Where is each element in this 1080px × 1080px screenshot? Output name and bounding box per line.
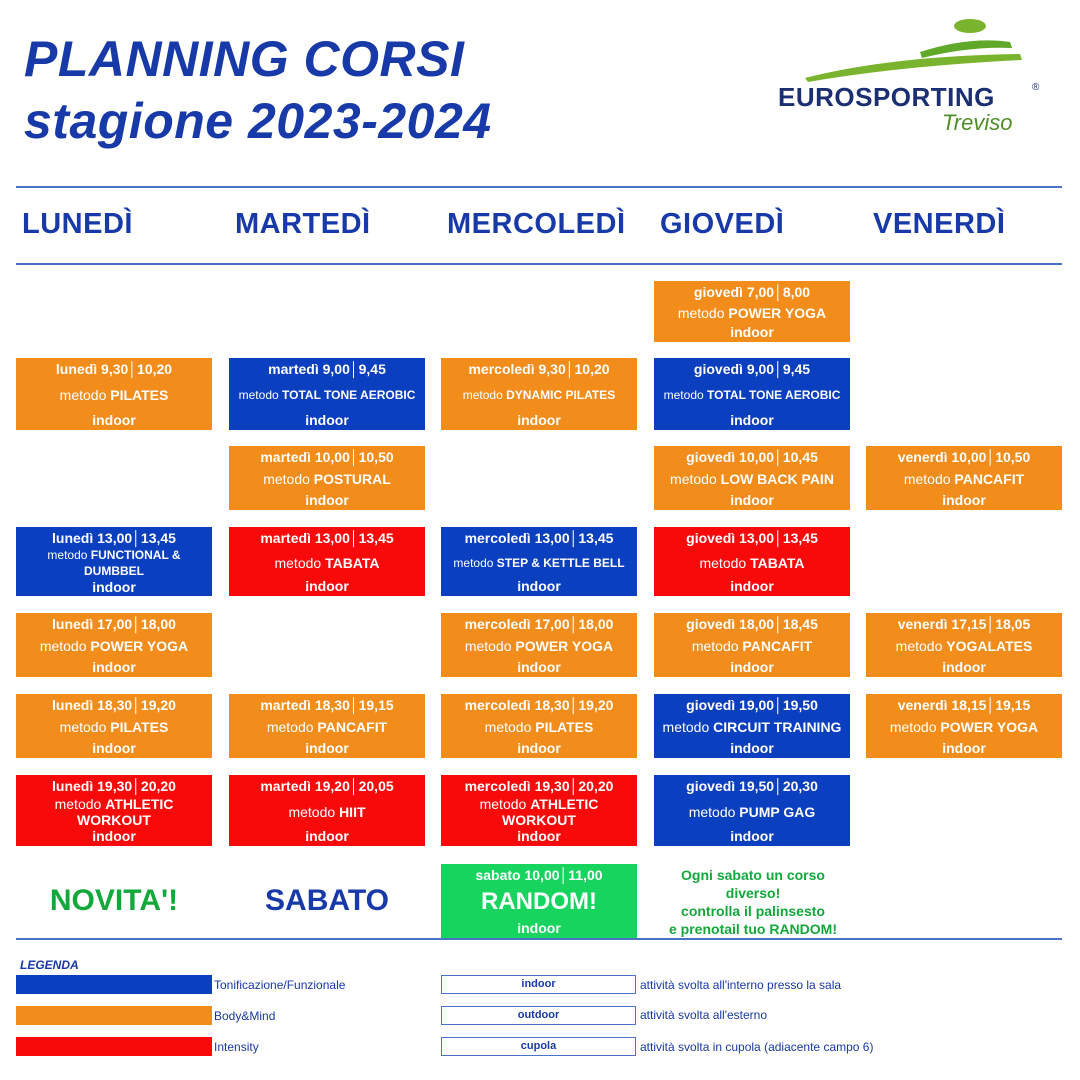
legend-category-label: Intensity [214, 1040, 259, 1054]
legend-title: LEGENDA [20, 958, 79, 972]
class-card[interactable] [441, 775, 637, 846]
class-method: metodo LOW BACK PAIN [670, 471, 834, 487]
class-card[interactable] [16, 527, 212, 596]
legend-place-desc: attività svolta in cupola (adiacente campo 6) [640, 1040, 874, 1054]
class-method: metodo TOTAL TONE AEROBIC [663, 388, 841, 402]
class-method: metodo PANCAFIT [266, 719, 388, 735]
legend-category-label: Body&Mind [214, 1009, 276, 1023]
class-time: mercoledì 17,00│18,00 [464, 616, 614, 632]
class-location: indoor [517, 578, 561, 594]
legend-swatch-red [16, 1037, 212, 1056]
class-location: indoor [730, 740, 774, 756]
class-card[interactable] [16, 694, 212, 758]
class-time: martedì 10,00│10,50 [260, 449, 394, 465]
class-method: metodo TOTAL TONE AEROBIC [238, 388, 416, 402]
class-card-random[interactable] [441, 864, 637, 938]
class-card[interactable] [866, 694, 1062, 758]
class-location: indoor [92, 579, 136, 595]
class-time: lunedì 19,30│20,20 [52, 778, 176, 794]
legend-place-box: outdoor [441, 1006, 636, 1025]
class-card[interactable] [441, 613, 637, 677]
class-time: giovedì 19,50│20,30 [686, 778, 818, 794]
class-method: metodo POWER YOGA [677, 304, 827, 321]
class-card[interactable] [866, 613, 1062, 677]
class-card[interactable] [866, 446, 1062, 510]
class-method: metodo DYNAMIC PILATES [462, 388, 616, 402]
class-card[interactable] [654, 358, 850, 430]
class-method: metodo PANCAFIT [691, 638, 813, 654]
logo-text: EUROSPORTING [778, 82, 995, 112]
class-location: indoor [942, 740, 986, 756]
class-card[interactable] [654, 446, 850, 510]
class-time: giovedì 9,00│9,45 [693, 361, 811, 377]
class-time: martedì 19,20│20,05 [260, 778, 394, 794]
class-time: sabato 10,00│11,00 [475, 867, 603, 883]
class-method: metodo TABATA [699, 554, 805, 571]
class-time: venerdì 17,15│18,05 [897, 616, 1031, 632]
class-time: lunedì 13,00│13,45 [52, 530, 176, 546]
class-time: mercoledì 19,30│20,20 [464, 778, 614, 794]
class-location: indoor [517, 920, 561, 936]
class-location: indoor [517, 828, 561, 844]
class-card[interactable] [229, 446, 425, 510]
class-time: venerdì 10,00│10,50 [897, 449, 1031, 465]
class-card[interactable] [654, 527, 850, 596]
day-header-wednesday: MERCOLEDÌ [447, 208, 626, 240]
class-time: martedì 9,00│9,45 [268, 361, 386, 377]
class-method: metodo PILATES [59, 719, 169, 735]
class-method: metodo YOGALATES [895, 638, 1033, 654]
class-method: metodo PANCAFIT [903, 471, 1025, 487]
class-method: metodo HIIT [288, 803, 366, 820]
class-time: lunedì 9,30│10,20 [55, 361, 173, 377]
legend-place-desc: attività svolta all'interno presso la sala [640, 978, 842, 992]
class-time: venerdì 18,15│19,15 [897, 697, 1031, 713]
class-method: metodo PUMP GAG [688, 803, 816, 820]
day-header-monday: LUNEDÌ [22, 208, 133, 240]
class-card[interactable] [16, 775, 212, 846]
novita-label: NOVITA'! [49, 884, 179, 917]
class-method: metodo PILATES [484, 719, 594, 735]
class-time: lunedì 18,30│19,20 [52, 697, 176, 713]
class-time: giovedì 19,00│19,50 [686, 697, 818, 713]
legend-place-box: cupola [441, 1037, 636, 1056]
class-location: indoor [305, 578, 349, 594]
class-method: metodo ATHLETIC WORKOUT [479, 795, 599, 828]
class-location: indoor [942, 492, 986, 508]
runner-logo-icon [800, 16, 1030, 86]
class-card[interactable] [441, 694, 637, 758]
class-method: metodo POSTURAL [263, 471, 391, 487]
class-name-random: RANDOM! [481, 888, 597, 915]
class-location: indoor [305, 740, 349, 756]
logo-subtitle: Treviso [942, 110, 1013, 135]
class-card[interactable] [16, 358, 212, 430]
page-title: PLANNING CORSI [24, 31, 465, 87]
class-method: metodo STEP & KETTLE BELL [453, 555, 625, 570]
class-time: giovedì 10,00│10,45 [686, 449, 818, 465]
class-card[interactable] [654, 281, 850, 342]
class-location: indoor [730, 492, 774, 508]
day-header-friday: VENERDÌ [873, 208, 1006, 240]
class-method: metodo POWER YOGA [464, 638, 614, 654]
class-card[interactable] [441, 527, 637, 596]
class-card[interactable] [654, 694, 850, 758]
class-time: mercoledì 18,30│19,20 [464, 697, 614, 713]
class-location: indoor [730, 578, 774, 594]
class-location: indoor [517, 412, 561, 428]
class-method: metodo POWER YOGA [889, 719, 1039, 735]
class-card[interactable] [229, 358, 425, 430]
class-card[interactable] [654, 613, 850, 677]
class-location: indoor [942, 659, 986, 675]
class-time: martedì 13,00│13,45 [260, 530, 394, 546]
eurosporting-logo [770, 16, 1060, 136]
class-time: giovedì 18,00│18,45 [686, 616, 818, 632]
class-card[interactable] [229, 527, 425, 596]
class-location: indoor [730, 828, 774, 844]
class-location: indoor [305, 828, 349, 844]
class-method: metodo FUNCTIONAL & DUMBBEL [47, 548, 181, 578]
class-location: indoor [517, 659, 561, 675]
sabato-label: SABATO [265, 884, 389, 917]
class-card[interactable] [441, 358, 637, 430]
class-time: mercoledì 13,00│13,45 [464, 530, 614, 546]
divider-top [16, 186, 1062, 188]
class-method: metodo CIRCUIT TRAINING [662, 719, 842, 735]
class-time: giovedì 7,00│8,00 [693, 284, 811, 300]
legend-place-box: indoor [441, 975, 636, 994]
class-card[interactable] [229, 775, 425, 846]
class-location: indoor [92, 659, 136, 675]
divider-header [16, 263, 1062, 265]
class-location: indoor [730, 324, 774, 340]
class-card[interactable] [654, 775, 850, 846]
class-method: metodo TABATA [274, 554, 380, 571]
day-header-thursday: GIOVEDÌ [660, 208, 785, 240]
class-location: indoor [92, 740, 136, 756]
class-card[interactable] [229, 694, 425, 758]
class-time: mercoledì 9,30│10,20 [468, 361, 610, 377]
legend-swatch-blue [16, 975, 212, 994]
class-time: giovedì 13,00│13,45 [686, 530, 818, 546]
class-method: metodo PILATES [59, 387, 169, 403]
class-location: indoor [305, 412, 349, 428]
class-card[interactable] [16, 613, 212, 677]
class-location: indoor [517, 740, 561, 756]
day-header-tuesday: MARTEDÌ [235, 208, 371, 240]
class-method: metodo POWER YOGA [39, 638, 189, 654]
legend-category-label: Tonificazione/Funzionale [214, 978, 346, 992]
class-location: indoor [92, 828, 136, 844]
class-time: lunedì 17,00│18,00 [52, 616, 176, 632]
class-location: indoor [92, 412, 136, 428]
class-location: indoor [305, 492, 349, 508]
legend-swatch-orange [16, 1006, 212, 1025]
divider-bottom [16, 938, 1062, 940]
class-location: indoor [730, 659, 774, 675]
random-note: Ogni sabato un corso diverso! controlla il palinsesto e prenotail tuo RANDOM! [669, 867, 837, 937]
legend-place-desc: attività svolta all'esterno [640, 1008, 768, 1022]
class-time: martedì 18,30│19,15 [260, 697, 394, 713]
page-subtitle: stagione 2023-2024 [24, 93, 492, 149]
class-method: metodo ATHLETIC WORKOUT [54, 795, 174, 828]
logo-registered: ® [1032, 82, 1040, 93]
class-location: indoor [730, 412, 774, 428]
